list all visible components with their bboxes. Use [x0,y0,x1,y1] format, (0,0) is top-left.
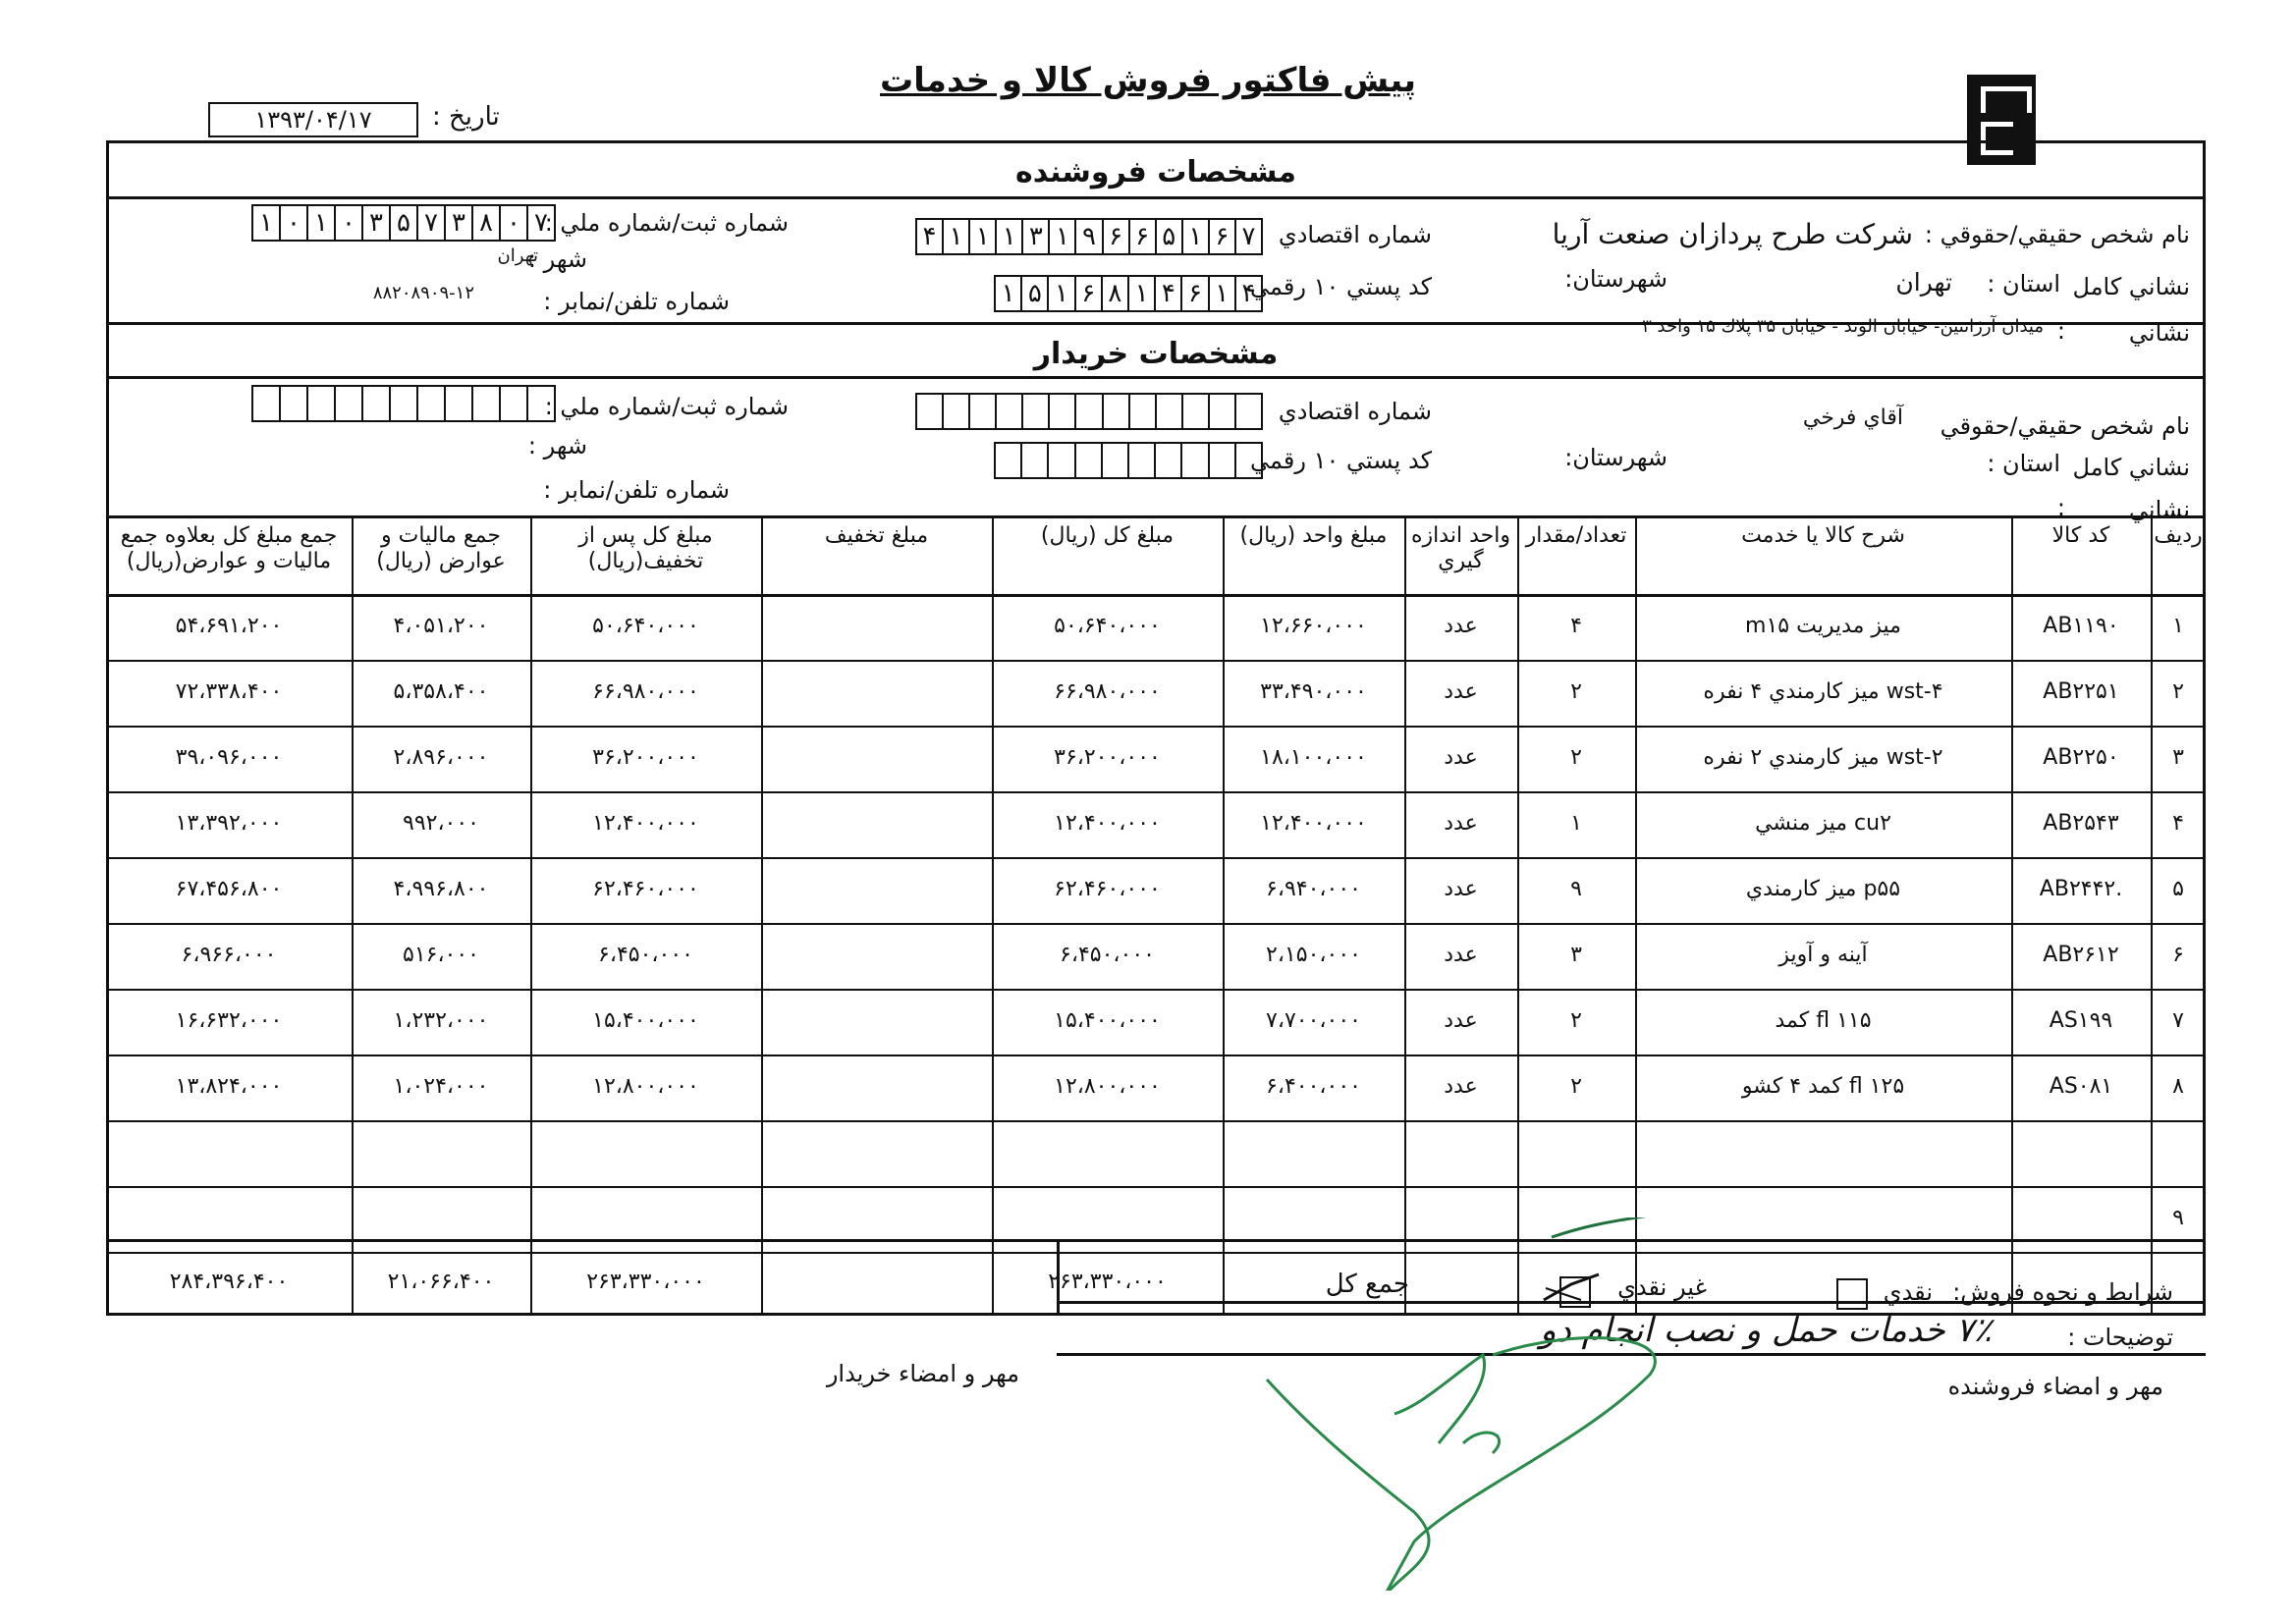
table-cell-after-discount: ۱۵،۴۰۰،۰۰۰ [592,1008,699,1033]
digit-cell: ۱ [1183,220,1210,253]
digit-cell: ۶ [1076,277,1103,310]
buyer-phone-label: شماره تلفن/نمابر : [543,476,730,504]
seller-postal-code [994,275,1263,312]
digit-cell [281,387,308,420]
seller-name-value: شركت طرح پردازان صنعت آريا [1552,218,1913,250]
seller-address-label: نشاني [2128,319,2190,347]
table-header-after-discount: مبلغ كل پس از تخفيف(ريال) [578,523,713,573]
digit-cell [1129,444,1156,477]
table-header-tax: جمع ماليات و عوارض (ريال) [376,523,506,573]
totals-total: ۲۶۳،۳۳۰،۰۰۰ [1048,1270,1167,1294]
table-cell-desc: wst-۲ ميز كارمندي ۲ نفره [1703,745,1943,770]
noncash-label: غير نقدي [1617,1273,1707,1301]
digit-cell: ۶ [1182,277,1209,310]
digit-cell: ۱ [1210,277,1236,310]
digit-cell [1076,395,1103,428]
table-cell-total: ۱۲،۸۰۰،۰۰۰ [1054,1074,1161,1099]
table-cell-code: AS۱۹۹ [2049,1008,2113,1033]
digit-cell: ۵ [1022,277,1049,310]
digit-cell [1076,444,1103,477]
buyer-province-label: استان : [1987,450,2060,477]
table-cell-grand: ۷۲،۳۳۸،۴۰۰ [175,679,283,704]
totals-after-discount: ۲۶۳،۳۳۰،۰۰۰ [586,1270,705,1294]
table-cell-row: ۵ [2172,877,2184,901]
buyer-city-label: شهر : [527,432,587,460]
digit-cell [308,387,336,420]
date-label: تاريخ : [432,102,500,132]
table-cell-desc: ميز مديريت m۱۵ [1745,614,1901,638]
digit-cell: ۷ [418,206,446,240]
table-row [106,791,2206,793]
table-cell-row: ۸ [2172,1074,2184,1099]
table-cell-after-discount: ۶۲،۴۶۰،۰۰۰ [592,877,699,901]
table-cell-desc: p۵۵ ميز كارمندي [1745,877,1901,901]
table-cell-row: ۲ [2172,679,2184,704]
table-cell-code: AB۲۴۴۲. [2039,877,2123,901]
cash-label: نقدي [1883,1278,1933,1306]
buyer-name-label: نام شخص حقيقي/حقوقي [1940,412,2190,440]
table-cell-row: ۷ [2172,1008,2184,1033]
buyer-section-title: مشخصات خريدار [1033,337,1279,371]
table-cell-unit: عدد [1444,943,1478,967]
table-cell-tax: ۵۱۶،۰۰۰ [403,943,479,967]
table-cell-total: ۶۶،۹۸۰،۰۰۰ [1054,679,1161,704]
table-cell-grand: ۱۳،۳۹۲،۰۰۰ [175,811,283,836]
table-cell-unit-price: ۱۲،۶۶۰،۰۰۰ [1260,614,1367,638]
digit-cell [363,387,391,420]
table-cell-grand: ۱۶،۶۳۲،۰۰۰ [175,1008,283,1033]
table-cell-total: ۵۰،۶۴۰،۰۰۰ [1054,614,1161,638]
digit-cell [253,387,281,420]
digit-cell [1236,395,1261,428]
table-cell-qty: ۴ [1570,614,1582,638]
digit-cell [1050,395,1076,428]
table-row [106,660,2206,662]
digit-cell: ۸ [1103,277,1129,310]
digit-cell [944,395,970,428]
table-cell-code: AB۲۵۴۳ [2043,811,2119,836]
digit-cell: ۵ [391,206,418,240]
totals-grand: ۲۸۴،۳۹۶،۴۰۰ [169,1270,289,1294]
terms-label: شرايط و نحوه فروش: [1952,1278,2173,1306]
table-cell-unit: عدد [1444,745,1478,770]
table-cell-unit-price: ۳۳،۴۹۰،۰۰۰ [1260,679,1367,704]
table-cell-code: AB۲۶۱۲ [2043,943,2119,967]
digit-cell: ۰ [501,206,528,240]
seller-phone-label: شماره تلفن/نمابر : [543,288,730,315]
seller-section-title: مشخصات فروشنده [1015,155,1296,189]
buyer-postal-label: كد پستي ۱۰ رقمي [1250,447,1432,474]
table-cell-tax: ۴،۰۵۱،۲۰۰ [393,614,489,638]
notes-value: ۷٪ خدمات حمل و نصب انجام دو [1540,1311,1992,1350]
digit-cell: ۰ [336,206,363,240]
seller-name-label: نام شخص حقيقي/حقوقي : [1924,221,2190,248]
digit-cell [970,395,997,428]
table-cell-qty: ۱ [1570,811,1582,836]
table-cell-unit: عدد [1444,811,1478,836]
digit-cell: ۱ [1129,277,1156,310]
digit-cell: ۳ [363,206,391,240]
table-cell-code: AB۲۲۵۱ [2043,679,2119,704]
table-cell-tax: ۴،۹۹۶،۸۰۰ [393,877,489,901]
table-cell-after-discount: ۵۰،۶۴۰،۰۰۰ [592,614,699,638]
seller-economic-label: شماره اقتصادي [1278,221,1432,248]
table-cell-qty: ۲ [1570,1074,1582,1099]
digit-cell [1183,395,1210,428]
digit-cell [391,387,418,420]
totals-tax: ۲۱،۰۶۶،۴۰۰ [387,1270,495,1294]
table-cell-total: ۳۶،۲۰۰،۰۰۰ [1054,745,1161,770]
seller-province-value: تهران [1895,268,1952,297]
digit-cell: ۱ [1050,220,1076,253]
table-header-desc: شرح كالا يا خدمت [1741,523,1905,548]
table-cell-code: AS۰۸۱ [2049,1074,2113,1099]
digit-cell [1049,444,1075,477]
digit-cell [1022,444,1049,477]
table-cell-after-discount: ۳۶،۲۰۰،۰۰۰ [592,745,699,770]
digit-cell [501,387,528,420]
table-cell-desc: ۱۱۵ fl كمد [1775,1008,1872,1033]
seller-postal-label: كد پستي ۱۰ رقمي [1250,273,1432,300]
table-cell-tax: ۵،۳۵۸،۴۰۰ [393,679,489,704]
totals-label: جمع كل [1325,1270,1409,1299]
table-header-grand: جمع مبلغ كل بعلاوه جمع ماليات و عوارض(ريال) [120,523,338,573]
digit-cell: ۱ [970,220,997,253]
seller-phone-value: ۸۸۲۰۸۹۰۹-۱۲ [372,283,474,303]
table-cell-total: ۶۲،۴۶۰،۰۰۰ [1054,877,1161,901]
table-cell-tax: ۲،۸۹۶،۰۰۰ [393,745,489,770]
digit-cell [996,444,1022,477]
table-cell-row: ۴ [2172,811,2184,836]
digit-cell: ۰ [281,206,308,240]
digit-cell: ۶ [1130,220,1157,253]
table-cell-grand: ۵۴،۶۹۱،۲۰۰ [175,614,283,638]
table-cell-qty: ۲ [1570,745,1582,770]
seller-national-id [251,204,556,242]
seller-county-label: شهرستان: [1564,265,1667,293]
table-cell-grand: ۱۳،۸۲۴،۰۰۰ [175,1074,283,1099]
table-cell-desc: آينه و آويز [1778,943,1868,967]
buyer-sign-label: مهر و امضاء خريدار [826,1360,1019,1387]
buyer-economic-code [915,393,1263,430]
table-cell-row: ۱ [2172,614,2184,638]
table-cell-tax: ۱،۰۲۴،۰۰۰ [393,1074,489,1099]
signature-mark [1257,1217,1709,1591]
table-cell-unit-price: ۷،۷۰۰،۰۰۰ [1266,1008,1361,1033]
digit-cell [1210,395,1236,428]
table-row [106,923,2206,925]
table-row [106,989,2206,991]
table-cell-grand: ۶۷،۴۵۶،۸۰۰ [175,877,283,901]
table-cell-unit: عدد [1444,614,1478,638]
digit-cell: ۹ [1076,220,1103,253]
seller-province-label: استان : [1987,270,2060,298]
digit-cell [1130,395,1157,428]
seller-address-value: ميدان آرژانتين- خيابان الوند - خيابان ۳۵ پلاك ۱۵ واحد ۳ [1642,316,2044,337]
digit-cell [1182,444,1209,477]
buyer-postal-code [994,442,1263,479]
table-header-qty: تعداد/مقدار [1525,523,1627,548]
table-row [106,1186,2206,1188]
table-cell-tax: ۹۹۲،۰۰۰ [403,811,479,836]
digit-cell [528,387,554,420]
digit-cell: ۷ [534,208,548,238]
table-header-unit: واحد اندازه گيري [1411,523,1510,573]
table-header-total: مبلغ كل (ريال) [1040,523,1175,548]
table-cell-unit-price: ۲،۱۵۰،۰۰۰ [1266,943,1361,967]
table-header-discount: مبلغ تخفيف [824,523,929,548]
digit-cell: ۴ [917,220,944,253]
digit-cell: ۳ [1023,220,1050,253]
table-cell-desc: wst-۴ ميز كارمندي ۴ نفره [1703,679,1943,704]
digit-cell [1023,395,1050,428]
digit-cell: ۱ [944,220,970,253]
table-row [106,1120,2206,1122]
table-cell-after-discount: ۶،۴۵۰،۰۰۰ [598,943,693,967]
digit-cell [1104,395,1130,428]
digit-cell: ۱ [1049,277,1075,310]
digit-cell [917,395,944,428]
table-cell-after-discount: ۶۶،۹۸۰،۰۰۰ [592,679,699,704]
table-cell-qty: ۳ [1570,943,1582,967]
digit-cell [997,395,1023,428]
table-cell-tax: ۱،۲۳۲،۰۰۰ [393,1008,489,1033]
table-cell-after-discount: ۱۲،۴۰۰،۰۰۰ [592,811,699,836]
table-cell-qty: ۹ [1570,877,1582,901]
digit-cell: ۱ [997,220,1023,253]
seller-economic-code [915,218,1263,255]
table-cell-unit-price: ۶،۴۰۰،۰۰۰ [1266,1074,1361,1099]
table-cell-unit: عدد [1444,877,1478,901]
digit-cell: ۶ [1210,220,1236,253]
digit-cell: ۴ [1156,277,1182,310]
table-header-row: رديف [2154,523,2203,548]
table-cell-row: ۶ [2172,943,2184,967]
table-row [106,726,2206,728]
digit-cell: ۳ [446,206,473,240]
digit-cell [1103,444,1129,477]
table-cell-grand: ۳۹،۰۹۶،۰۰۰ [175,745,283,770]
table-cell-desc: ۱۲۵ fl كمد ۴ كشو [1741,1074,1905,1099]
seller-national-id-label: شماره ثبت/شماره ملي : [544,209,789,237]
buyer-address-label: نشاني [2128,496,2190,523]
table-cell-unit-price: ۱۸،۱۰۰،۰۰۰ [1260,745,1367,770]
buyer-name-value: آقاي فرخي [1802,406,1903,430]
digit-cell: ۷ [1241,222,1256,251]
digit-cell: ۵ [1157,220,1183,253]
table-cell-qty: ۲ [1570,679,1582,704]
table-cell-desc: cu۲ ميز منشي [1755,811,1891,836]
buyer-county-label: شهرستان: [1564,444,1667,471]
buyer-national-id [251,385,556,422]
digit-cell: ۸ [473,206,501,240]
table-cell-row: ۹ [2172,1206,2184,1230]
table-cell-code: AB۲۲۵۰ [2043,745,2119,770]
table-cell-qty: ۲ [1570,1008,1582,1033]
table-header-code: كد كالا [2051,523,2110,548]
digit-cell [1210,444,1236,477]
table-row [106,1252,2206,1254]
digit-cell [418,387,446,420]
table-cell-total: ۱۲،۴۰۰،۰۰۰ [1054,811,1161,836]
digit-cell [446,387,473,420]
cash-checkbox[interactable] [1836,1278,1868,1310]
seller-full-address-label: نشاني كامل [2072,273,2190,300]
digit-cell: ۴ [1241,279,1256,308]
buyer-full-address-label: نشاني كامل [2072,454,2190,481]
table-row [106,1055,2206,1056]
table-cell-unit: عدد [1444,1008,1478,1033]
table-row [106,857,2206,859]
table-cell-unit: عدد [1444,1074,1478,1099]
digit-cell [1157,395,1183,428]
table-header-unit-price: مبلغ واحد (ريال) [1239,523,1388,548]
digit-cell: ۱ [253,206,281,240]
digit-cell [1156,444,1182,477]
buyer-national-id-label: شماره ثبت/شماره ملي : [544,393,789,420]
digit-cell [336,387,363,420]
seller-city-value: تهران [497,245,538,266]
digit-cell: ۱ [996,277,1022,310]
table-cell-total: ۱۵،۴۰۰،۰۰۰ [1054,1008,1161,1033]
table-cell-unit: عدد [1444,679,1478,704]
table-cell-total: ۶،۴۵۰،۰۰۰ [1060,943,1155,967]
table-cell-code: AB۱۱۹۰ [2043,614,2119,638]
digit-cell [1236,444,1261,477]
notes-label: توضيحات : [2067,1324,2173,1351]
date-value: ۱۳۹۳/۰۴/۱۷ [208,102,418,137]
digit-cell [473,387,501,420]
table-cell-after-discount: ۱۲،۸۰۰،۰۰۰ [592,1074,699,1099]
digit-cell: ۱ [308,206,336,240]
buyer-economic-label: شماره اقتصادي [1278,398,1432,425]
table-cell-unit-price: ۶،۹۴۰،۰۰۰ [1266,877,1361,901]
page-title: پيش فاكتور فروش كالا و خدمات [879,61,1417,100]
seller-sign-label: مهر و امضاء فروشنده [1947,1373,2163,1400]
table-cell-unit-price: ۱۲،۴۰۰،۰۰۰ [1260,811,1367,836]
table-cell-row: ۳ [2172,745,2184,770]
seller-city-label: شهر : [527,245,587,273]
table-cell-grand: ۶،۹۶۶،۰۰۰ [181,943,277,967]
digit-cell: ۶ [1104,220,1130,253]
